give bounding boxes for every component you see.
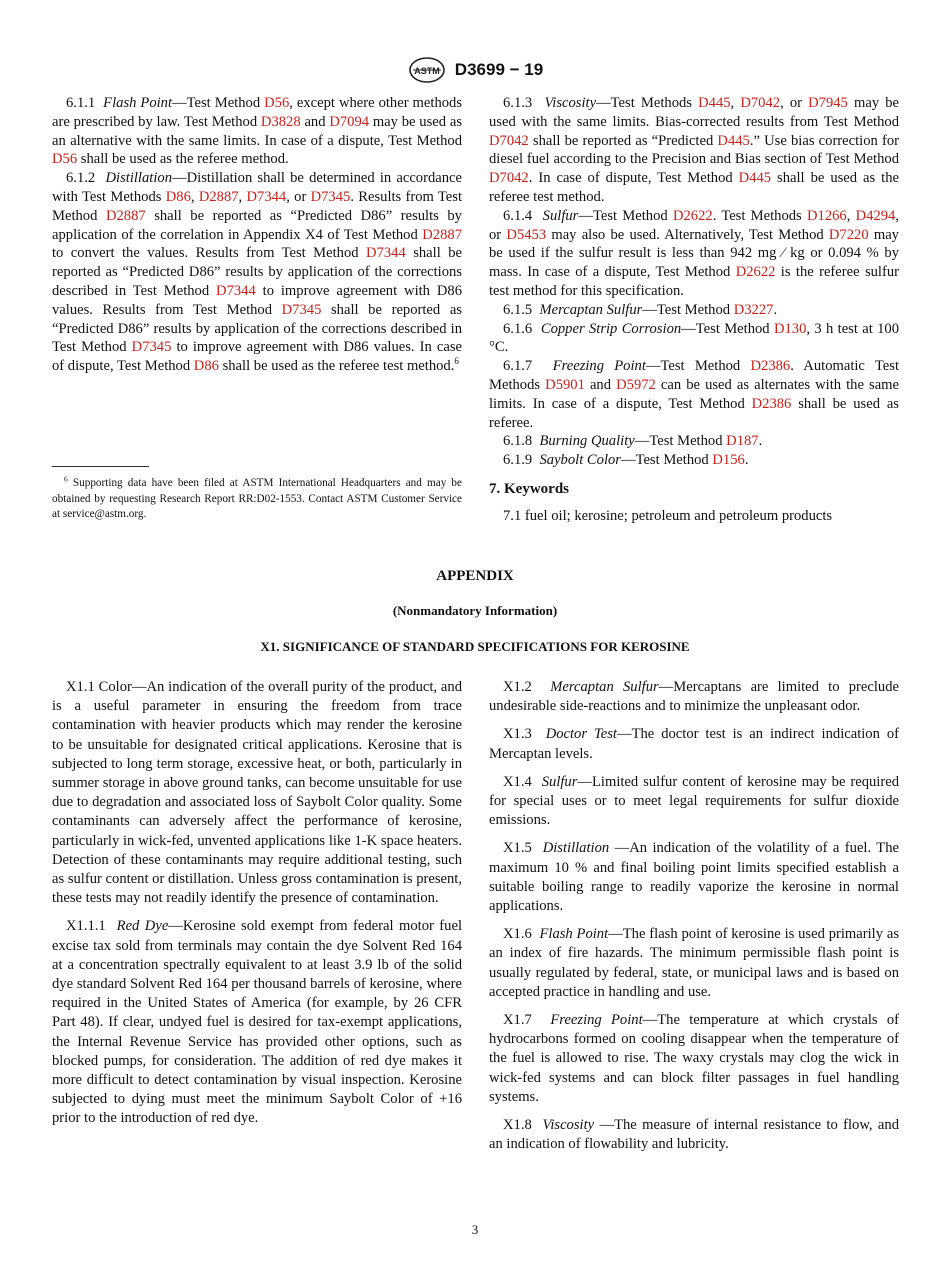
ref-link-d445[interactable]: D445 bbox=[717, 132, 750, 149]
paragraph-x1-8: X1.8 Viscosity —The measure of internal resistance to flow, and an indication of flowability and lubricity. bbox=[489, 1117, 900, 1153]
ref-link-d56[interactable]: D56 bbox=[264, 95, 290, 111]
paragraph-6-1-4: 6.1.4 Sulfur—Test Method D2622. Test Methods D1266, D4294, or D5453 may also be used. Alternatively, Test Method D7220 may be used if the sulfur result is less than 942 mg ⁄ kg or 0.094 % by mass. In case of a dispute, Test Method D2622 is the referee sulfur test method for this specification. bbox=[489, 207, 899, 299]
ref-link-d5972[interactable]: D5972 bbox=[616, 376, 656, 393]
ref-link-d1266[interactable]: D1266 bbox=[806, 207, 847, 224]
paragraph-6-1-1: 6.1.1 Flash Point—Test Method D56, except where other methods are prescribed by law. Test Method D3828 and D7094 may be used as an alternative with the same limits. In case of a dispute, Test Method D56 shall be used as the referee method. bbox=[52, 95, 463, 168]
paragraph-x1-4: X1.4 Sulfur—Limited sulfur content of kerosine may be required for special uses or to meet legal requirements for sulfur dioxide emissions. bbox=[489, 773, 899, 829]
ref-link-d7344[interactable]: D7344 bbox=[246, 188, 287, 205]
footnote-divider bbox=[52, 466, 149, 467]
paragraph-6-1-5: 6.1.5 Mercaptan Sulfur—Test Method D3227. bbox=[503, 301, 778, 318]
paragraph-x1-3: X1.3 Doctor Test—The doctor test is an indirect indication of Mercaptan levels. bbox=[489, 726, 900, 762]
ref-link-d7094[interactable]: D7094 bbox=[329, 113, 370, 130]
ref-link-d2386[interactable]: D2386 bbox=[750, 358, 791, 375]
ref-link-d5453[interactable]: D5453 bbox=[506, 226, 547, 243]
left-column-section-6 bbox=[52, 94, 462, 376]
page-number: 3 bbox=[471, 1222, 479, 1237]
footnote-marker[interactable]: 6 bbox=[454, 356, 459, 367]
ref-link-d2887[interactable]: D2887 bbox=[422, 226, 462, 243]
ref-link-d7945[interactable]: D7945 bbox=[808, 95, 848, 111]
ref-link-d7042[interactable]: D7042 bbox=[740, 95, 781, 111]
ref-link-d86[interactable]: D86 bbox=[165, 188, 191, 205]
ref-link-d7344[interactable]: D7344 bbox=[216, 282, 256, 299]
ref-link-d3227[interactable]: D3227 bbox=[733, 301, 774, 318]
ref-link-d2887[interactable]: D2887 bbox=[105, 207, 146, 224]
appendix-title: APPENDIX bbox=[436, 568, 514, 584]
paragraph-6-1-8: 6.1.8 Burning Quality—Test Method D187. bbox=[503, 433, 763, 450]
ref-link-d7042[interactable]: D7042 bbox=[489, 170, 529, 187]
ref-link-d187[interactable]: D187 bbox=[726, 433, 759, 450]
document-designation: D3699 − 19 bbox=[454, 59, 544, 79]
ref-link-d3828[interactable]: D3828 bbox=[260, 113, 301, 130]
paragraph-x1-1: X1.1 Color—An indication of the overall purity of the product, and is a useful parameter in ensuring the freedom from trace contamination with heavier products which may render the kerosine to be unsuitable for designated critical applications. Kerosine that is subjected to long term storage, excessive heat, or both, particularly in summer storage in above ground tanks, can become unsuitable for use due to degradation and associated loss of Saybolt Color quality. Some contaminants can adversely affect the performance of kerosine, particularly in wick-fed, unvented applications like 1-K space heaters. Detection of these contaminants may require additional testing, such as sulfur content or distillation. Unless gross contamination is present, these tests may not readily identify the presence of contamination. bbox=[52, 679, 462, 907]
ref-link-d7344[interactable]: D7344 bbox=[366, 245, 406, 262]
footnote-6: $^6$ Supporting data have been filed at ASTM International Headquarters and may be obtained by requesting Research Report RR:D02-1553. Contact ASTM Customer Service at service@astm.org. bbox=[52, 474, 462, 520]
ref-link-d156[interactable]: D156 bbox=[712, 452, 745, 469]
ref-link-d130[interactable]: D130 bbox=[773, 320, 807, 337]
appendix-left-column bbox=[52, 678, 462, 1138]
paragraph-x1-6: X1.6 Flash Point—The flash point of kerosine is used primarily as an index of fire hazards. The minimum permissible flash point is usually regulated by federal, state, or municipal laws and is based on accepted practice in handling and use. bbox=[489, 926, 900, 1000]
page-header bbox=[0, 56, 950, 84]
paragraph-x1-5: X1.5 Distillation —An indication of the volatility of a fuel. The maximum 10 % and final boiling point limits specified establish a suitable boiling range to readily vaporize the kerosine in normal applications. bbox=[489, 840, 899, 915]
paragraph-6-1-7: 6.1.7 Freezing Point—Test Method D2386. Automatic Test Methods D5901 and D5972 can be used as alternates with the same limits. In case of a dispute, Test Method D2386 shall be used as referee. bbox=[489, 358, 899, 431]
ref-link-d5901[interactable]: D5901 bbox=[545, 376, 585, 393]
ref-link-d4294[interactable]: D4294 bbox=[855, 207, 896, 224]
svg-text:ASTM: ASTM bbox=[414, 66, 440, 76]
ref-link-d2386[interactable]: D2386 bbox=[751, 395, 792, 412]
keywords-heading: 7. Keywords bbox=[489, 480, 569, 497]
ref-link-d2622[interactable]: D2622 bbox=[672, 207, 713, 224]
paragraph-6-1-9: 6.1.9 Saybolt Color—Test Method D156. bbox=[503, 452, 749, 469]
paragraph-x1-2: X1.2 Mercaptan Sulfur—Mercaptans are limited to preclude undesirable side-reactions and to minimize the unpleasant odor. bbox=[489, 679, 900, 715]
ref-link-d7345[interactable]: D7345 bbox=[131, 339, 172, 356]
paragraph-6-1-6: 6.1.6 Copper Strip Corrosion—Test Method D130, 3 h test at 100 °C. bbox=[489, 320, 899, 356]
ref-link-d2887[interactable]: D2887 bbox=[198, 188, 239, 205]
ref-link-d7345[interactable]: D7345 bbox=[310, 188, 351, 205]
paragraph-6-1-2: 6.1.2 Distillation—Distillation shall be determined in accordance with Test Methods D86, D2887, D7344, or D7345. Results from Test Method D2887 shall be reported as “Predicted D86” results by application of the correlation in Appendix X4 of Test Method D2887 to convert the values. Results from Test Method D7344 shall be reported as “Predicted D86” results by application of the corrections described in Test Method D7344 to improve agreement with D86 values. Results from Test Method D7345 shall be reported as “Predicted D86” results by application of the corrections described in Test Method D7345 to improve agreement with D86 values. In case of dispute, Test Method D86 shall be used as the referee test method.$^6$ bbox=[52, 170, 463, 375]
ref-link-d86[interactable]: D86 bbox=[193, 358, 219, 375]
ref-link-d2622[interactable]: D2622 bbox=[735, 264, 776, 281]
paragraph-x1-7: X1.7 Freezing Point—The temperature at which crystals of hydrocarbons formed on cooling disappear when the temperature of the fuel is allowed to rise. The waxy crystals may clog the wick in wick-fed systems and can block filter passages in fuel handling systems. bbox=[489, 1012, 899, 1105]
paragraph-6-1-3: 6.1.3 Viscosity—Test Methods D445, D7042, or D7945 may be used with the same limits. Bias-corrected results from Test Method D7042 shall be reported as “Predicted D445.” Use bias correction for diesel fuel according to the Precision and Bias section of Test Method D7042. In case of dispute, Test Method D445 shall be used as the referee test method. bbox=[489, 95, 900, 205]
ref-link-d56[interactable]: D56 bbox=[52, 151, 78, 168]
appendix-subtitle: (Nonmandatory Information) bbox=[392, 603, 558, 618]
ref-link-d445[interactable]: D445 bbox=[738, 170, 772, 187]
ref-link-d7220[interactable]: D7220 bbox=[828, 226, 869, 243]
appendix-right-column bbox=[489, 678, 899, 1163]
right-column-section-6 bbox=[489, 94, 899, 526]
astm-logo-icon bbox=[407, 56, 447, 84]
ref-link-d445[interactable]: D445 bbox=[698, 95, 731, 111]
ref-link-d7042[interactable]: D7042 bbox=[489, 132, 529, 149]
appendix-section-title: X1. SIGNIFICANCE OF STANDARD SPECIFICATIONS FOR KEROSINE bbox=[260, 639, 690, 654]
ref-link-d7345[interactable]: D7345 bbox=[281, 301, 322, 318]
paragraph-x1-1-1: X1.1.1 Red Dye—Kerosine sold exempt from federal motor fuel excise tax sold from terminals may contain the dye Solvent Red 164 at a concentration spectrally equivalent to at least 3.9 lb of the solid dye standard Solvent Red 164 per thousand barrels of kerosine, where required in the United States of America (for example, by 26 CFR Part 48). If clear, undyed fuel is desired for tax-exempt applications, the Internal Revenue Service has provided other options, such as blocked pumps, for consideration. The addition of red dye makes it more difficult to detect contamination by visual inspection. Kerosine subjected to dying must meet the minimum Saybolt Color of +16 prior to the introduction of red dye. bbox=[52, 918, 462, 1127]
keywords-text: 7.1 fuel oil; kerosine; petroleum and petroleum products bbox=[503, 507, 833, 524]
